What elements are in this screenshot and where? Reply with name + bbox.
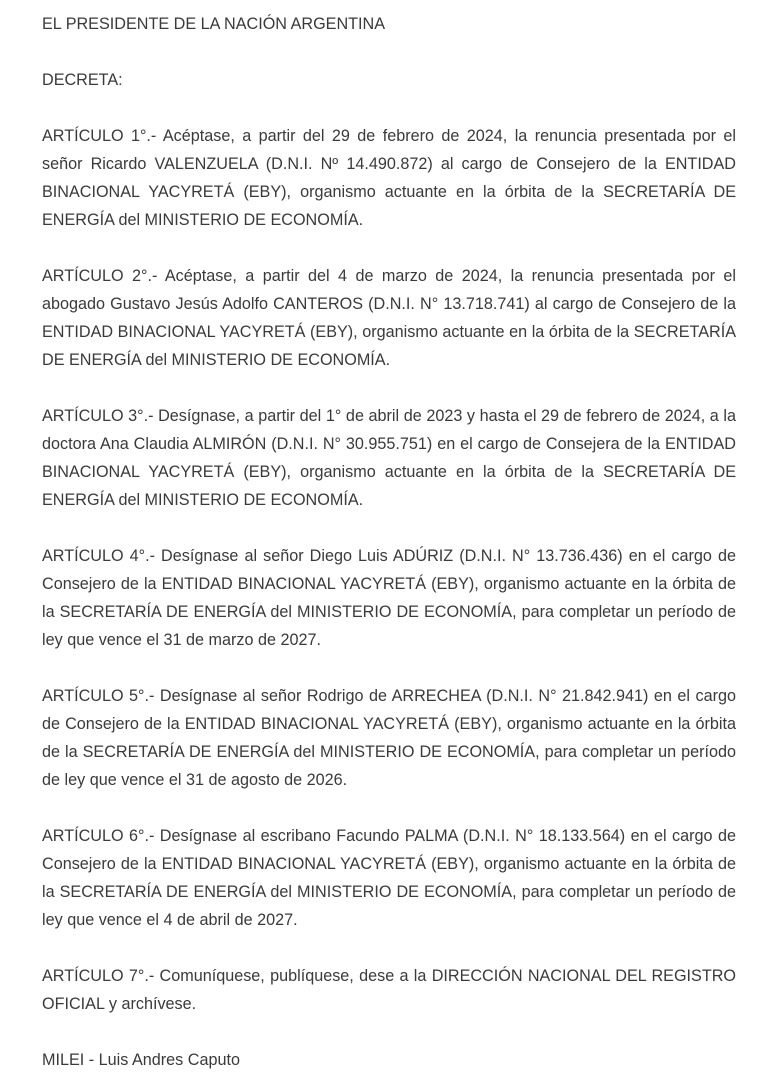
issuer-heading: EL PRESIDENTE DE LA NACIÓN ARGENTINA [42,15,386,33]
decree-document [42,10,736,1074]
article-5: ARTÍCULO 5°.- Desígnase al señor Rodrigo de ARRECHEA (D.N.I. N° 21.842.941) en el cargo de Consejero de la ENTIDAD BINACIONAL YACYRETÁ (EBY), organismo actuante en la órbita de la SECRETARÍA DE ENERGÍA del MINISTERIO DE ECONOMÍA, para completar un período de ley que vence el 31 de agosto de 2026. [42,687,736,789]
signature-line: MILEI - Luis Andres Caputo [42,1051,240,1069]
article-3: ARTÍCULO 3°.- Desígnase, a partir del 1° de abril de 2023 y hasta el 29 de febrero de 2024, a la doctora Ana Claudia ALMIRÓN (D.N.I. N° 30.955.751) en el cargo de Consejera de la ENTIDAD BINACIONAL YACYRETÁ (EBY), organismo actuante en la órbita de la SECRETARÍA DE ENERGÍA del MINISTERIO DE ECONOMÍA. [42,407,736,509]
article-2: ARTÍCULO 2°.- Acéptase, a partir del 4 de marzo de 2024, la renuncia presentada por el abogado Gustavo Jesús Adolfo CANTEROS (D.N.I. N° 13.718.741) al cargo de Consejero de la ENTIDAD BINACIONAL YACYRETÁ (EBY), organismo actuante en la órbita de la SECRETARÍA DE ENERGÍA del MINISTERIO DE ECONOMÍA. [42,267,736,369]
article-6: ARTÍCULO 6°.- Desígnase al escribano Facundo PALMA (D.N.I. N° 18.133.564) en el cargo de Consejero de la ENTIDAD BINACIONAL YACYRETÁ (EBY), organismo actuante en la órbita de la SECRETARÍA DE ENERGÍA del MINISTERIO DE ECONOMÍA, para completar un período de ley que vence el 4 de abril de 2027. [42,827,736,929]
article-7: ARTÍCULO 7°.- Comuníquese, publíquese, dese a la DIRECCIÓN NACIONAL DEL REGISTRO OFICIAL y archívese. [42,967,736,1013]
decreta-label: DECRETA: [42,71,123,89]
article-4: ARTÍCULO 4°.- Desígnase al señor Diego Luis ADÚRIZ (D.N.I. N° 13.736.436) en el cargo de Consejero de la ENTIDAD BINACIONAL YACYRETÁ (EBY), organismo actuante en la órbita de la SECRETARÍA DE ENERGÍA del MINISTERIO DE ECONOMÍA, para completar un período de ley que vence el 31 de marzo de 2027. [42,547,736,649]
article-1: ARTÍCULO 1°.- Acéptase, a partir del 29 de febrero de 2024, la renuncia presentada por el señor Ricardo VALENZUELA (D.N.I. Nº 14.490.872) al cargo de Consejero de la ENTIDAD BINACIONAL YACYRETÁ (EBY), organismo actuante en la órbita de la SECRETARÍA DE ENERGÍA del MINISTERIO DE ECONOMÍA. [42,127,736,229]
